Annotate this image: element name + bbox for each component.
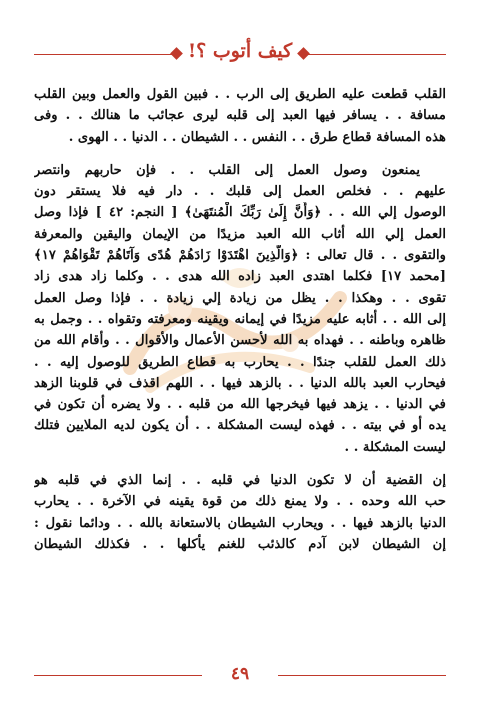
text-line: إن القضية أن لا تكون الدنيا في قلبه . . إنما الذي في قلبه هو: [34, 473, 446, 489]
paragraph-1: [34, 84, 446, 148]
text-line: مسافة . . يسافر فيها العبد إلى قلبه ليرى عجائب ما هنالك . . وفى: [34, 108, 446, 124]
header-ornament-left: [170, 47, 183, 60]
text-line: يده أو في بيته . . فهذه ليست المشكلة . . أن يكون لديه الملايين فتلك: [34, 418, 446, 434]
text-line: حب الله وحده . . ولا يمنع ذلك من قوة يقينه في الآخرة . . يحارب: [34, 494, 446, 510]
text-line: العمل إلي الله أثاب الله العبد مزيدًا من الإيمان واليقين والمعرفة: [34, 226, 446, 242]
page-title: كيف أتوب ؟!: [187, 40, 293, 62]
page-footer: [34, 664, 446, 688]
text-line: والتقوى . . قال تعالى : ﴿وَالَّذِينَ اهْتَدَوْا زَادَهُمْ هُدًى وَآتَاهُمْ تَقْوَاهُمْ ١٧﴾: [34, 248, 446, 264]
text-line: فيحارب العبد بالله الدنيا . . بالزهد فيها . . اللهم اقذف في قلوبنا الزهد: [34, 375, 446, 391]
text-line: يمنعون وصول العمل إلى القلب . . فإن حاربهم وانتصر: [34, 162, 420, 178]
text-line: ظاهره وباطنه . . فهداه به الله لأحسن الأعمال والأقوال . . وأقام الله من: [34, 333, 446, 349]
page-header: [34, 38, 446, 72]
text-line: عليهم . . فخلص العمل إلى قلبك . . دار فيه فلا يستقر دون: [34, 184, 446, 200]
text-line: الوصول إلي الله . . ﴿وَأَنَّ إِلَىٰ رَبِّكَ الْمُنتَهَىٰ﴾ [ النجم: ٤٢ ] فإذا وصل: [34, 205, 446, 221]
text-line: القلب قطعت عليه الطريق إلى الرب . . فبين القول والعمل وبين القلب: [34, 87, 446, 102]
body-text: [34, 84, 446, 555]
footer-rule-right: [278, 675, 446, 676]
text-line: [محمد ١٧] فكلما اهتدى العبد زاده الله هدى . . وكلما زاد هدى زاد: [34, 269, 446, 285]
text-line: تقوى . . وهكذا . . يظل من زيادة إلي زيادة . . فإذا وصل العمل: [34, 290, 446, 306]
text-line: ليست المشكلة . .: [344, 439, 446, 455]
paragraph-3: [34, 470, 446, 555]
text-line: إلى الله . . أثابه عليه مزيدًا في إيمانه ويقينه ومعرفته وتقواه . . وجمل به: [34, 311, 446, 327]
footer-rule-left: [34, 675, 202, 676]
header-rule-right: [306, 54, 446, 55]
text-line: الدنيا بالزهد فيها . . ويحارب الشيطان بالاستعانة بالله . . ودائما نقول :: [34, 515, 446, 531]
text-line: ذلك العمل للقلب جندًا . . يحارب به قطاع الطريق للوصول إليه . .: [34, 354, 446, 370]
text-line: إن الشيطان لابن آدم كالذئب للغنم يأكلها . . فكذلك الشيطان: [34, 536, 446, 552]
paragraph-2: [34, 160, 446, 458]
text-line: في الدنيا . . يزهد فيها فيخرجها الله من قلبه . . ولا يضره أن تكون في: [34, 397, 446, 413]
header-rule-left: [34, 54, 174, 55]
text-line: هذه المسافة قطاع طرق . . النفس . . الشيطان . . الدنيا . . الهوى .: [68, 129, 446, 145]
page-number: ٤٩: [230, 664, 250, 684]
